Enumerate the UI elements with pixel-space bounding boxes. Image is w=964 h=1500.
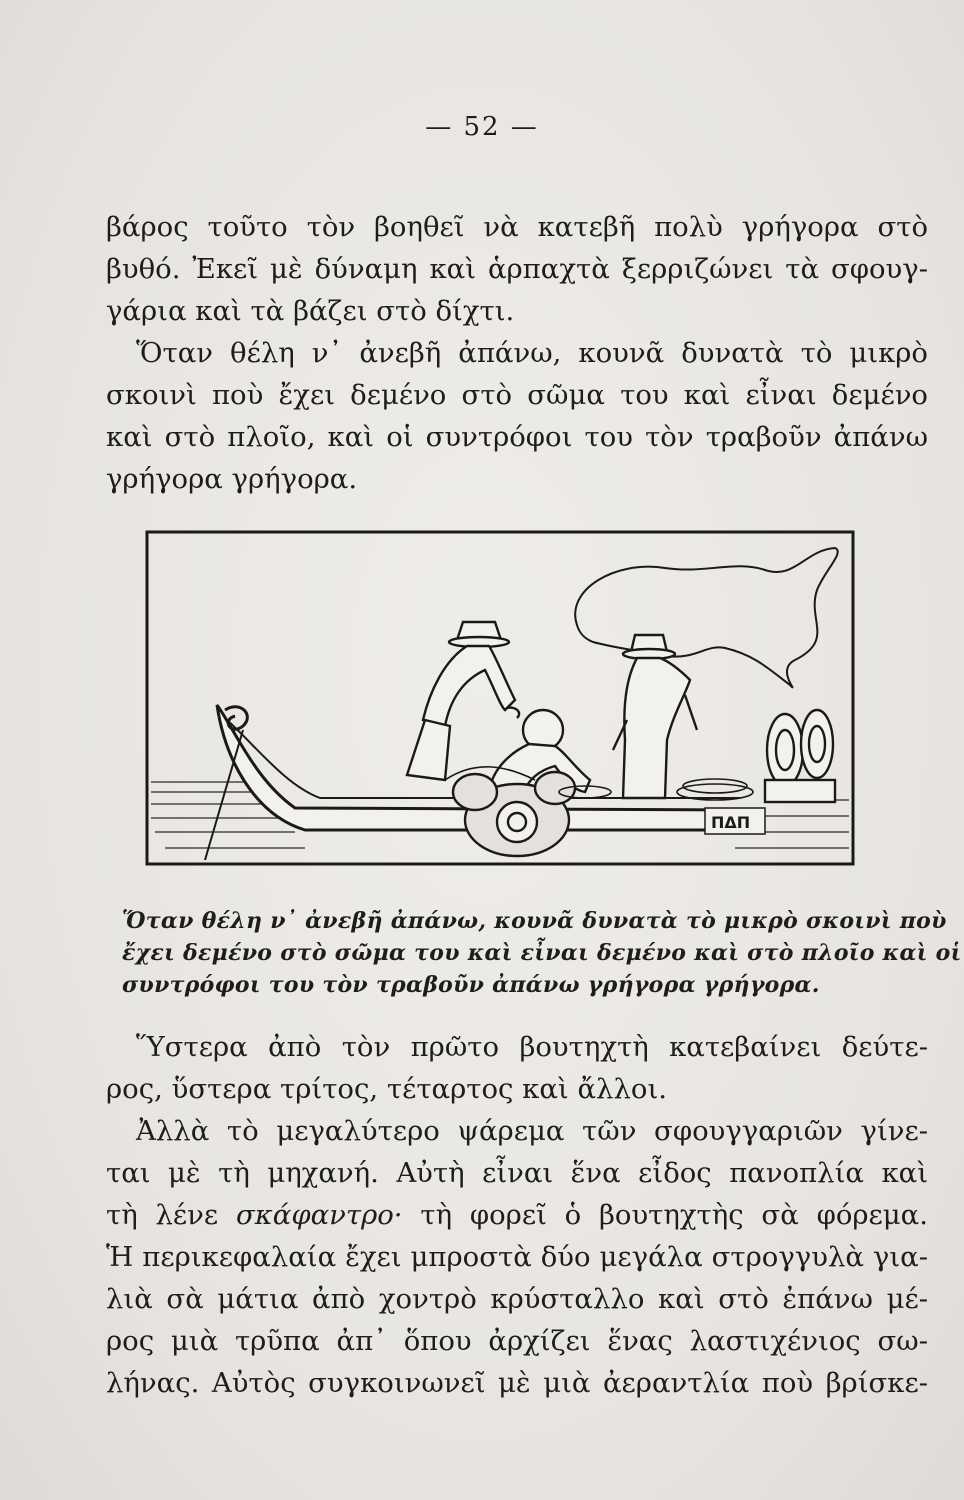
text-line: καὶ στὸ πλοῖο, καὶ οἱ συντρόφοι του τὸν τραβοῦν ἀπάνω — [106, 421, 928, 453]
text-line: βάρος τοῦτο τὸν βοηθεῖ νὰ κατεβῆ πολὺ γρήγορα στὸ — [106, 211, 928, 243]
text-fragment: τὴ λένε — [106, 1199, 236, 1231]
text-line: γάρια καὶ τὰ βάζει στὸ δίχτι. — [106, 295, 515, 327]
paragraph-continued — [106, 206, 928, 332]
text-line: σκοινὶ ποὺ ἔχει δεμένο στὸ σῶμα του καὶ εἶναι δεμένο — [106, 379, 928, 411]
text-line: Ὕστερα ἀπὸ τὸν πρῶτο βουτηχτὴ κατεβαίνει δεύτε- — [136, 1031, 928, 1063]
text-line: λήνας. Αὐτὸς συγκοινωνεῖ μὲ μιὰ ἀεραντλία ποὺ βρίσκε- — [106, 1367, 928, 1399]
text-line: γρήγορα γρήγορα. — [106, 463, 358, 495]
text-line: Ἀλλὰ τὸ μεγαλύτερο ψάρεμα τῶν σφουγγαριῶν γίνε- — [136, 1115, 928, 1147]
divers-boat-illustration — [145, 530, 857, 868]
body-text-bottom — [106, 1026, 928, 1404]
paragraph-diving-suit — [106, 1110, 928, 1404]
boat-mark: ΠΔΠ — [711, 813, 751, 832]
caption-line: ἔχει δεμένο στὸ σῶμα του καὶ εἶναι δεμένο καὶ στὸ πλοῖο καὶ οἱ — [122, 940, 962, 966]
smoke-cloud — [575, 548, 838, 687]
text-line: λιὰ σὰ μάτια ἀπὸ χοντρὸ κρύσταλλο καὶ στὸ ἐπάνω μέ- — [106, 1283, 928, 1315]
term-skafandro: σκάφαντρο· — [235, 1199, 403, 1231]
air-pump — [765, 710, 835, 802]
paragraph-next-divers — [106, 1026, 928, 1110]
text-line: βυθό. Ἐκεῖ μὲ δύναμη καὶ ἁρπαχτὰ ξερριζώνει τὰ σφουγ- — [106, 253, 928, 285]
fisherman-right — [613, 635, 697, 798]
body-text-top — [106, 206, 928, 500]
paragraph-ascend — [106, 332, 928, 500]
text-line: Ὅταν θέλη ν᾽ ἀνεβῆ ἀπάνω, κουνᾶ δυνατὰ τὸ μικρὸ — [136, 337, 928, 369]
text-line: ρος, ὕστερα τρίτος, τέταρτος καὶ ἄλλοι. — [106, 1073, 667, 1105]
text-line: Ἡ περικεφαλαία ἔχει μπροστὰ δύο μεγάλα στρογγυλὰ για- — [106, 1241, 928, 1273]
text-line-with-term — [106, 1194, 928, 1236]
page-number: — 52 — — [425, 112, 539, 142]
text-line: ται μὲ τὴ μηχανή. Αὐτὴ εἶναι ἕνα εἶδος πανοπλία καὶ — [106, 1157, 928, 1189]
diving-helmet — [453, 772, 575, 856]
text-fragment: τὴ φορεῖ ὁ βουτηχτὴς σὰ φόρεμα. — [402, 1199, 928, 1231]
illustration-caption — [122, 905, 962, 1001]
fisherman-left — [407, 622, 519, 780]
caption-line: Ὅταν θέλη ν᾽ ἀνεβῆ ἀπάνω, κουνᾶ δυνατὰ τὸ μικρὸ σκοινὶ ποὺ — [122, 908, 947, 934]
text-line: ρος μιὰ τρῦπα ἀπ᾽ ὅπου ἀρχίζει ἕνας λαστιχένιος σω- — [106, 1325, 928, 1357]
caption-line: συντρόφοι του τὸν τραβοῦν ἀπάνω γρήγορα γρήγορα. — [122, 972, 820, 998]
